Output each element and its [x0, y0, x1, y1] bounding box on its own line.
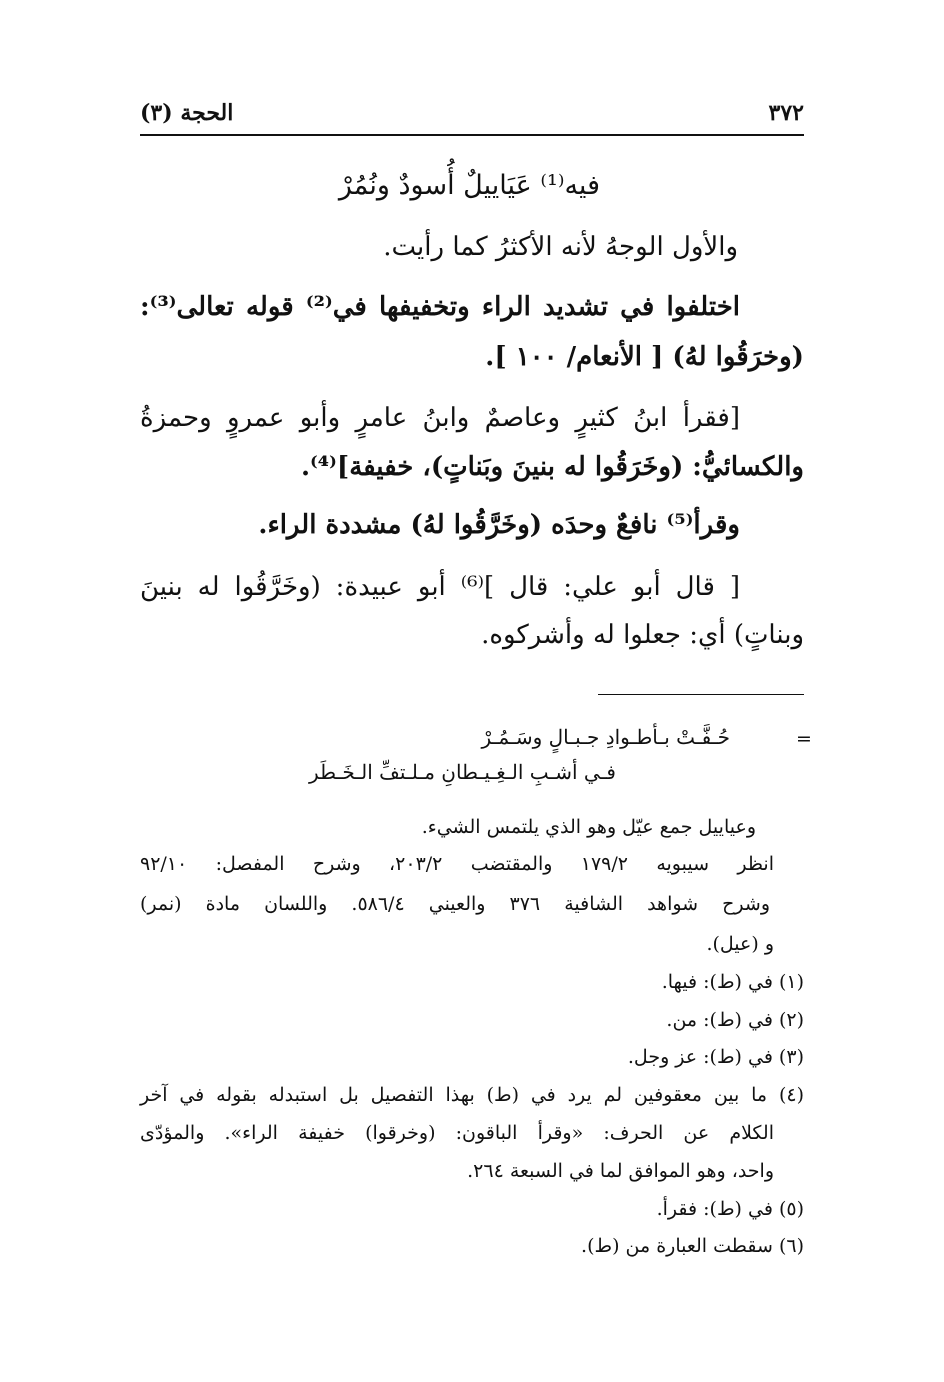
- footnote-4: واحد، وهو الموافق لما في السبعة ٢٦٤.: [467, 1160, 774, 1182]
- poem-line: فـي أشـبِ الـغِـيـطانِ مـلـتفِّ الـخَـطَر: [309, 760, 616, 784]
- commentary-paragraph: وبناتٍ) أي: جعلوا له وأشركوه.: [481, 620, 804, 650]
- footnote-4: الكلام عن الحرف: «وقرأ الباقون: (وخرقوا) خفيفة الراء». والمؤدّى: [140, 1122, 774, 1144]
- footnote-text: و (عيل).: [706, 933, 774, 955]
- footnote-4: (٤) ما بين معقوفين لم يرد في (ط) بهذا التفصيل بل استبدله بقوله في آخر: [140, 1084, 804, 1106]
- section-heading-verse: (وخرَقُوا لهُ) [ الأنعام/ ١٠٠ ].: [485, 342, 804, 372]
- reading-paragraph: [فقرأ ابنُ كثيرٍ وعاصمٌ وابنُ عامرٍ وأبو عمروٍ وحمزةُ: [140, 403, 740, 433]
- footnote-6: (٦) سقطت العبارة من (ط).: [581, 1235, 804, 1257]
- continuation-marker: =: [796, 728, 812, 750]
- commentary-paragraph: [ قال أبو علي: قال ]⁽⁶⁾ أبو عبيدة: (وخَرَّقُوا له بنينَ: [140, 572, 741, 602]
- footnote-rule: [598, 694, 804, 695]
- footnote-2: (٢) في (ط): من.: [666, 1009, 804, 1031]
- footnote-3: (٣) في (ط): عز وجل.: [627, 1046, 804, 1068]
- footnote-text: انظر سيبويه ١٧٩/٢ والمقتضب ٢٠٣/٢، وشرح المفصل: ٩٢/١٠: [140, 853, 774, 875]
- footnote-1: (١) في (ط): فيها.: [661, 971, 804, 993]
- header-rule: [140, 134, 804, 136]
- main-line: والأول الوجهُ لأنه الأكثرُ كما رأيت.: [383, 232, 738, 262]
- footnote-text: وعياييل جمع عيّل وهو الذي يلتمس الشيء.: [421, 816, 756, 838]
- footnote-text: وشرح شواهد الشافية ٣٧٦ والعيني ٥٨٦/٤. واللسان مادة (نمر): [140, 893, 770, 915]
- section-heading: اختلفوا في تشديد الراء وتخفيفها في⁽²⁾ قوله تعالى⁽³⁾:: [140, 292, 741, 322]
- reading-paragraph: وقرأ⁽⁵⁾ نافعٌ وحدَه (وخَرَّقُوا لهُ) مشددة الراء.: [258, 510, 740, 540]
- book-title: الحجة (٣): [140, 100, 234, 126]
- page-number: ٣٧٢: [768, 100, 804, 126]
- reading-paragraph: والكسائيُّ: (وخَرَقُوا له بنينَ وبَناتٍ)، خفيفة]⁽⁴⁾.: [300, 452, 804, 482]
- footnote-5: (٥) في (ط): فقرأ.: [656, 1198, 804, 1220]
- poem-line: حُـفَّـتْ بـأطـوادِ جـبـالٍ وسَـمُـرْ: [481, 725, 730, 749]
- verse-line: فيه⁽¹⁾ عَيَاييلٌ أُسودٌ ونُمُرْ: [338, 170, 600, 201]
